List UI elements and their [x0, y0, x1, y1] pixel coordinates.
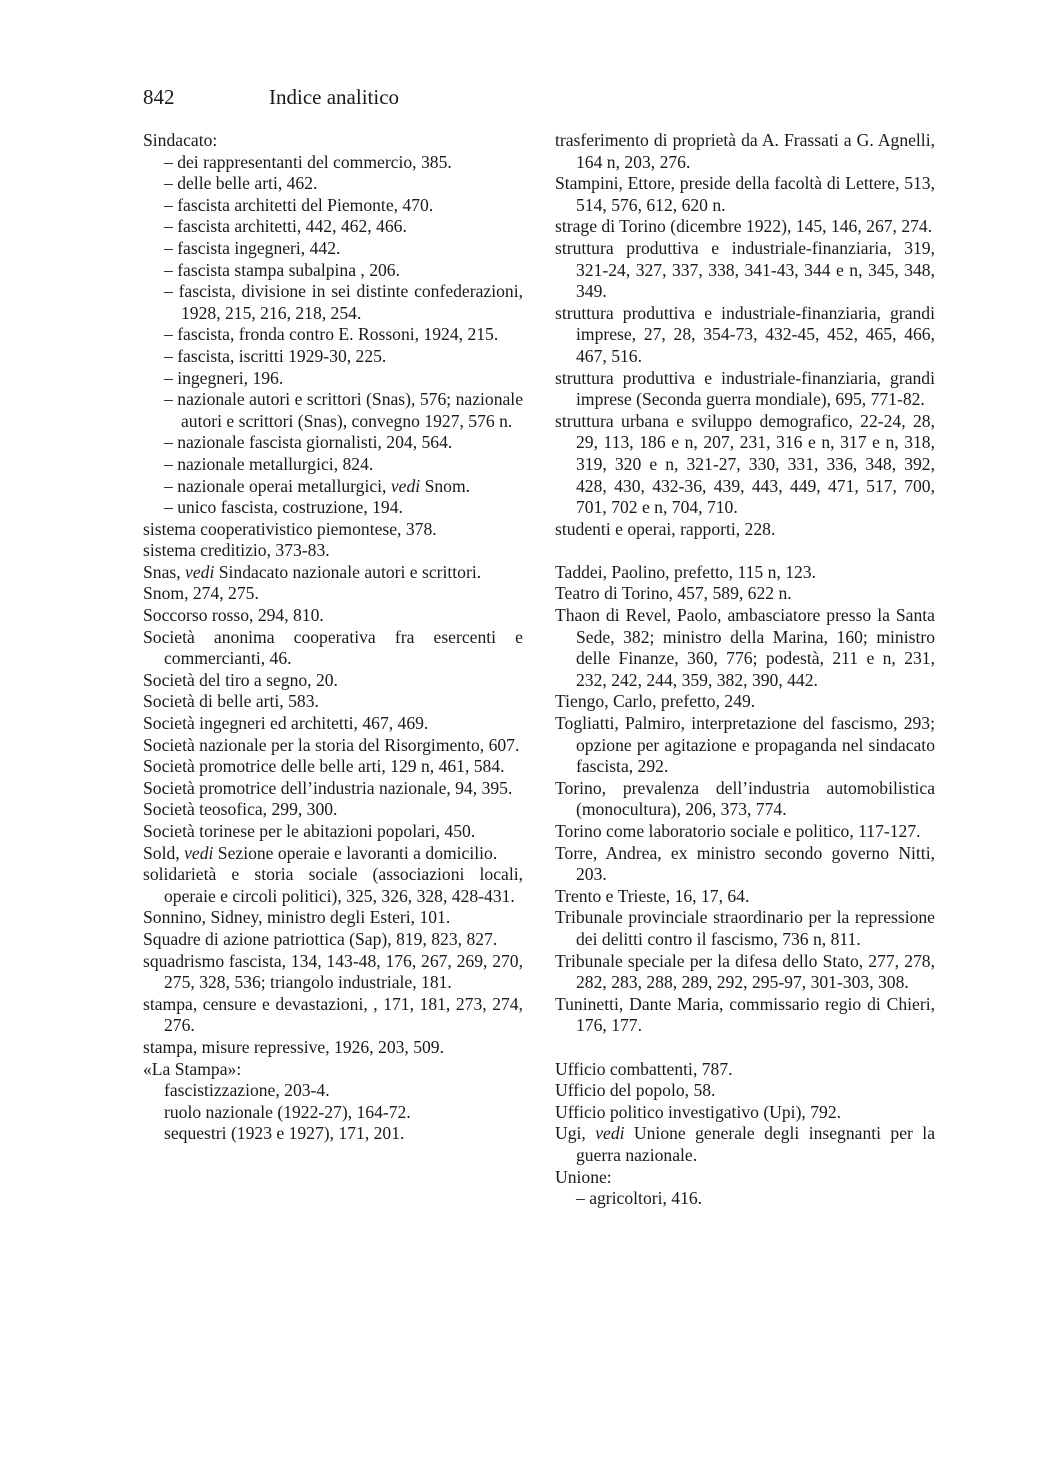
entry-text: Ufficio del popolo, 58.	[555, 1080, 716, 1101]
entry-text: sequestri (1923 e 1927), 171, 201.	[164, 1123, 405, 1144]
index-subentry	[143, 152, 523, 174]
index-entry	[143, 994, 523, 1037]
index-entry	[143, 1059, 523, 1081]
entry-text: Società promotrice dell’industria nazionale, 94, 395.	[143, 777, 513, 798]
entry-text: ruolo nazionale (1922-27), 164-72.	[164, 1101, 411, 1122]
index-entry	[143, 843, 523, 865]
index-entry	[143, 627, 523, 670]
entry-text: Togliatti, Palmiro, interpretazione del fascismo, 293; opzione per agitazione e propaganda nel sindacato fascista, 292.	[555, 713, 935, 777]
index-entry	[143, 670, 523, 692]
index-entry	[555, 951, 935, 994]
entry-text: Società promotrice delle belle arti, 129 n, 461, 584.	[143, 756, 505, 777]
index-subentry	[143, 1102, 523, 1124]
index-subentry	[143, 497, 523, 519]
index-subentry	[143, 346, 523, 368]
index-entry	[555, 562, 935, 584]
index-subentry	[143, 389, 523, 432]
index-entry	[555, 519, 935, 541]
index-entry	[555, 1167, 935, 1189]
entry-text: Società anonima cooperativa fra esercenti e commercianti, 46.	[143, 626, 523, 669]
entry-text: fascista, fronda contro E. Rossoni, 1924, 215.	[177, 324, 499, 345]
index-subentry	[143, 281, 523, 324]
index-entry	[143, 929, 523, 951]
index-entry	[555, 216, 935, 238]
index-entry	[143, 540, 523, 562]
index-subentry	[143, 1080, 523, 1102]
index-entry	[555, 605, 935, 691]
index-entry	[143, 864, 523, 907]
entry-text: dei rappresentanti del commercio, 385.	[177, 151, 452, 172]
index-entry	[555, 411, 935, 519]
entry-text: Torre, Andrea, ex ministro secondo governo Nitti, 203.	[555, 842, 935, 885]
entry-text: Snom, 274, 275.	[143, 583, 259, 604]
entry-text: Società nazionale per la storia del Risorgimento, 607.	[143, 734, 520, 755]
index-subentry	[555, 1188, 935, 1210]
entry-text: Tiengo, Carlo, prefetto, 249.	[555, 691, 756, 712]
index-entry	[143, 907, 523, 929]
index-subentry	[143, 1123, 523, 1145]
running-title: Indice analitico	[269, 85, 400, 109]
index-entry	[555, 886, 935, 908]
index-entry	[555, 713, 935, 778]
index-entry	[555, 173, 935, 216]
entry-text: Teatro di Torino, 457, 589, 622 n.	[555, 583, 792, 604]
index-subentry	[143, 238, 523, 260]
index-entry	[555, 1123, 935, 1166]
index-entry	[143, 130, 523, 152]
entry-text: Taddei, Paolino, prefetto, 115 n, 123.	[555, 561, 816, 582]
index-entry	[555, 303, 935, 368]
page-number: 842	[143, 85, 175, 109]
index-subentry	[143, 476, 523, 498]
entry-text: Società teosofica, 299, 300.	[143, 799, 338, 820]
entry-text: delle belle arti, 462.	[177, 173, 318, 194]
index-subentry	[143, 432, 523, 454]
index-subentry	[143, 260, 523, 282]
cross-reference-target: Sezione operaie e lavoranti a domicilio.	[213, 842, 498, 863]
index-entry	[555, 994, 935, 1037]
cross-reference-target: Unione generale degli insegnanti per la guerra nazionale.	[576, 1123, 936, 1165]
index-entry	[143, 691, 523, 713]
entry-text: Thaon di Revel, Paolo, ambasciatore presso la Santa Sede, 382; ministro della Marina, 160; ministro delle Finanze, 360, 776; podestà, 211 e n, 231, 232, 242, 244, 359, 382, 390, 442.	[555, 605, 935, 690]
index-entry	[143, 799, 523, 821]
entry-text: solidarietà e storia sociale (associazioni locali, operaie e circoli politici), 325, 326, 328, 428-431.	[143, 864, 523, 906]
index-entry	[143, 605, 523, 627]
index-subentry	[143, 454, 523, 476]
entry-text: strage di Torino (dicembre 1922), 145, 146, 267, 274.	[555, 216, 933, 237]
index-entry	[555, 778, 935, 821]
index-entry	[555, 238, 935, 303]
entry-text: Stampini, Ettore, preside della facoltà di Lettere, 513, 514, 576, 612, 620 n.	[555, 173, 935, 215]
entry-text: Tribunale speciale per la difesa dello Stato, 277, 278, 282, 283, 288, 289, 292, 295-97, 301-303, 308.	[555, 950, 935, 993]
cross-reference-vedi: vedi	[184, 842, 214, 863]
index-entry	[143, 713, 523, 735]
entry-text: unico fascista, costruzione, 194.	[177, 497, 403, 518]
entry-text: Trento e Trieste, 16, 17, 64.	[555, 885, 750, 906]
index-entry	[555, 691, 935, 713]
index-entry	[143, 562, 523, 584]
index-subentry	[143, 216, 523, 238]
cross-reference-target: Sindacato nazionale autori e scrittori.	[214, 561, 482, 582]
entry-text: struttura urbana e sviluppo demografico, 22-24, 28, 29, 113, 186 e n, 207, 231, 316 e n, 317 e n, 318, 319, 320 e n, 321-27, 330, 331, 336, 348, 392, 428, 430, 432-36, 439, 443, 449, 471, 517, 700, 701, 702 e n, 704, 710.	[555, 410, 935, 518]
entry-text: Ugi,	[555, 1123, 596, 1144]
index-subentry	[143, 368, 523, 390]
index-entry	[143, 778, 523, 800]
index-subentry	[143, 195, 523, 217]
entry-text: struttura produttiva e industriale-finanziaria, grandi imprese (Seconda guerra mondiale), 695, 771-82.	[555, 367, 935, 410]
entry-text: fascista architetti del Piemonte, 470.	[177, 194, 434, 215]
entry-text: studenti e operai, rapporti, 228.	[555, 518, 776, 539]
index-entry	[555, 843, 935, 886]
letter-section-gap	[555, 1037, 935, 1059]
entry-text: fascistizzazione, 203-4.	[164, 1080, 330, 1101]
entry-text: Società del tiro a segno, 20.	[143, 669, 338, 690]
cross-reference-vedi: vedi	[185, 561, 215, 582]
index-entry	[143, 756, 523, 778]
index-entry	[143, 583, 523, 605]
index-entry	[143, 951, 523, 994]
entry-text: trasferimento di proprietà da A. Frassati a G. Agnelli, 164 n, 203, 276.	[555, 130, 935, 172]
entry-text: «La Stampa»:	[143, 1058, 242, 1079]
entry-text: sistema cooperativistico piemontese, 378.	[143, 518, 437, 539]
cross-reference-vedi: vedi	[595, 1123, 625, 1144]
entry-text: stampa, misure repressive, 1926, 203, 509.	[143, 1036, 444, 1057]
entry-text: fascista stampa subalpina , 206.	[177, 259, 401, 280]
entry-text: Snas,	[143, 561, 186, 582]
entry-text: Sold,	[143, 842, 185, 863]
index-entry	[143, 519, 523, 541]
entry-text: nazionale fascista giornalisti, 204, 564.	[177, 432, 453, 453]
cross-reference-target: Snom.	[420, 475, 471, 496]
entry-text: struttura produttiva e industriale-finanziaria, 319, 321-24, 327, 337, 338, 341-43, 344 e n, 345, 348, 349.	[555, 237, 935, 302]
index-entry	[555, 130, 935, 173]
entry-text: Squadre di azione patriottica (Sap), 819, 823, 827.	[143, 928, 498, 949]
index-subentry	[143, 173, 523, 195]
index-entry	[555, 907, 935, 950]
entry-text: Sindacato:	[143, 130, 218, 150]
entry-text: fascista, divisione in sei distinte confederazioni, 1928, 215, 216, 218, 254.	[178, 281, 523, 323]
entry-text: Ufficio combattenti, 787.	[555, 1058, 733, 1079]
index-entry	[143, 1037, 523, 1059]
entry-text: Torino, prevalenza dell’industria automobilistica (monocultura), 206, 373, 774.	[555, 777, 935, 820]
entry-text: ingegneri, 196.	[177, 367, 284, 388]
entry-text: Società ingegneri ed architetti, 467, 469.	[143, 713, 429, 734]
index-entry	[555, 583, 935, 605]
letter-section-gap	[555, 540, 935, 562]
entry-text: Sonnino, Sidney, ministro degli Esteri, 101.	[143, 907, 451, 928]
entry-text: Società di belle arti, 583.	[143, 691, 319, 712]
index-entry	[555, 1059, 935, 1081]
index-entry	[555, 821, 935, 843]
entry-text: stampa, censure e devastazioni, , 171, 181, 273, 274, 276.	[143, 993, 523, 1036]
entry-text: agricoltori, 416.	[589, 1188, 703, 1209]
entry-text: struttura produttiva e industriale-finanziaria, grandi imprese, 27, 28, 354-73, 432-45, 452, 465, 466, 467, 516.	[555, 302, 935, 366]
entry-text: sistema creditizio, 373-83.	[143, 540, 330, 561]
index-entry	[555, 368, 935, 411]
entry-text: fascista ingegneri, 442.	[177, 237, 341, 258]
index-entry	[143, 735, 523, 757]
entry-text: Torino come laboratorio sociale e politico, 117-127.	[555, 821, 921, 841]
index-column-left	[143, 130, 523, 1145]
entry-text: Tribunale provinciale straordinario per la repressione dei delitti contro il fascismo, 736 n, 811.	[555, 907, 935, 949]
cross-reference-vedi: vedi	[390, 475, 421, 496]
index-entry	[555, 1102, 935, 1124]
entry-text: fascista architetti, 442, 462, 466.	[177, 216, 407, 237]
entry-text: squadrismo fascista, 134, 143-48, 176, 267, 269, 270, 275, 328, 536; triangolo industriale, 181.	[143, 950, 523, 993]
index-column-right	[555, 130, 935, 1210]
entry-text: Unione:	[555, 1166, 612, 1187]
entry-text: nazionale autori e scrittori (Snas), 576; nazionale autori e scrittori (Snas), convegno 1927, 576 n.	[177, 389, 523, 431]
entry-text: nazionale metallurgici, 824.	[177, 453, 374, 474]
entry-text: Tuninetti, Dante Maria, commissario regio di Chieri, 176, 177.	[555, 993, 935, 1036]
entry-text: fascista, iscritti 1929-30, 225.	[177, 345, 387, 366]
entry-text: Soccorso rosso, 294, 810.	[143, 605, 324, 626]
index-entry	[555, 1080, 935, 1102]
index-entry	[143, 821, 523, 843]
entry-text: nazionale operai metallurgici,	[177, 475, 391, 496]
index-subentry	[143, 324, 523, 346]
entry-text: Ufficio politico investigativo (Upi), 792.	[555, 1101, 842, 1122]
entry-text: Società torinese per le abitazioni popolari, 450.	[143, 821, 476, 841]
